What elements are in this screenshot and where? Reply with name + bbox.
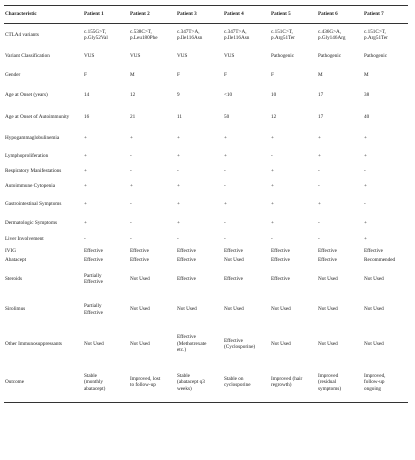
table-cell: + [84, 168, 87, 175]
row-label: Age at Onset (years) [5, 92, 48, 99]
table-cell: F [84, 72, 87, 79]
cell-line: c.151C>T, [271, 28, 293, 35]
table-row [4, 180, 408, 194]
table-cell: Not Used [224, 306, 244, 313]
table-cell [129, 24, 176, 47]
cell-line: (Cyclosporine) [224, 344, 256, 350]
table-cell: + [177, 135, 180, 142]
table-cell: 21 [130, 114, 136, 121]
table-cell: + [224, 200, 227, 207]
cell-line: Improved [318, 372, 339, 379]
table-cell: - [130, 152, 132, 159]
table-cell: VUS [84, 53, 95, 60]
table-cell: Effective [84, 247, 103, 254]
table-cell: Effective [177, 275, 196, 282]
table-cell: 12 [271, 114, 277, 121]
table-cell [129, 363, 176, 403]
table-cell: + [177, 152, 180, 159]
cell-line: c.347T>A, [177, 28, 200, 35]
row-label: Age at Onset of Autoimmunity [5, 114, 70, 121]
table-cell: 11 [177, 114, 182, 121]
cell-line: regrowth) [271, 382, 292, 389]
table-cell: 14 [84, 92, 90, 99]
cell-line: (abatacept q3 [177, 379, 205, 385]
cell-line: p.Arg51Ter [364, 35, 388, 42]
table-cell [363, 24, 408, 47]
cell-line: p.Arg51Ter [271, 35, 295, 42]
table-cell: + [84, 183, 87, 190]
row-label: Respiratory Manifestations [5, 168, 62, 175]
header-characteristic: Characteristic [4, 6, 83, 24]
table-row [4, 256, 408, 265]
table-cell: Pathogenic [364, 53, 388, 60]
cell-line: follow-up [364, 379, 385, 385]
table-cell: Effective [130, 247, 149, 254]
table-cell: - [130, 235, 132, 242]
table-cell: + [318, 135, 321, 142]
row-label: Variant Classification [5, 53, 50, 60]
table-cell: + [84, 200, 87, 207]
table-cell [176, 24, 223, 47]
table-row [4, 247, 408, 256]
table-cell: Not Used [364, 340, 384, 347]
table-cell: Not Used [271, 340, 291, 347]
patient-characteristics-table [4, 5, 408, 403]
row-label: Outcome [4, 363, 83, 403]
table-cell [83, 24, 129, 47]
table-cell [176, 363, 223, 403]
table-cell: + [224, 135, 227, 142]
row-label: Sirolimus [5, 306, 26, 313]
cell-line: etc.) [177, 347, 187, 354]
table-cell: Pathogenic [271, 53, 295, 60]
table-cell: VUS [224, 53, 235, 60]
row-label: IVIG [5, 247, 16, 254]
table-cell: Pathogenic [318, 53, 342, 60]
table-cell: + [177, 200, 180, 207]
cell-line: symptoms) [318, 385, 342, 392]
row-label: Autoimmune Cytopenia [5, 183, 55, 190]
table-cell: - [177, 235, 179, 242]
table-cell: - [130, 200, 132, 207]
table-cell: Not Used [130, 275, 150, 282]
table-cell: VUS [177, 53, 188, 60]
cell-line: to follow-up [130, 382, 156, 389]
table-row [4, 265, 408, 294]
header-patient-6: Patient 6 [317, 6, 363, 24]
header-patient-2: Patient 2 [129, 6, 176, 24]
row-label: Abatacept [5, 256, 27, 263]
cell-line: ongoing [364, 385, 382, 392]
table-cell: - [224, 235, 226, 242]
table-cell: 16 [84, 114, 90, 121]
table-cell: - [177, 168, 179, 175]
table-cell: - [318, 183, 320, 190]
cell-line: Effective [177, 334, 196, 341]
table-cell: Not Used [130, 340, 150, 347]
table-cell: + [84, 135, 87, 142]
table-cell: Effective [271, 247, 290, 254]
cell-line: p.Leu180Phe [130, 35, 158, 42]
table-cell [83, 363, 129, 403]
header-patient-4: Patient 4 [223, 6, 270, 24]
table-cell: <10 [224, 92, 233, 99]
table-cell: 17 [318, 114, 324, 121]
table-row [4, 24, 408, 47]
table-cell: Not Used [130, 306, 150, 313]
cell-line: (Methotrexate [177, 340, 207, 347]
table-cell: - [364, 200, 366, 207]
table-cell: + [364, 152, 367, 159]
table-cell: + [364, 235, 367, 242]
table-cell: + [364, 135, 367, 142]
table-cell: Effective [224, 247, 243, 254]
table-cell: + [177, 183, 180, 190]
cell-line: c.151C>T, [364, 28, 386, 35]
row-label: Gastrointestinal Symptoms [5, 200, 62, 207]
row-label: CTLA4 variants [5, 32, 39, 38]
table-cell: 40 [364, 114, 370, 121]
table-body [4, 24, 408, 403]
table-cell: - [318, 168, 320, 175]
table-cell: + [271, 200, 274, 207]
table-cell [363, 363, 408, 403]
header-patient-1: Patient 1 [83, 6, 129, 24]
cell-line: Effective [84, 279, 103, 285]
header-patient-5: Patient 5 [270, 6, 317, 24]
cell-line: Improved, [364, 372, 386, 379]
cell-line: Partially [84, 303, 102, 309]
row-label: Steroids [5, 275, 23, 282]
cell-line: c.436G>A, [318, 28, 342, 35]
table-cell: 12 [130, 92, 136, 99]
table-cell: - [130, 168, 132, 175]
cell-line: Stable [84, 372, 97, 379]
table-row [4, 294, 408, 326]
table-cell: + [177, 219, 180, 226]
table-cell: Not Used [224, 256, 244, 263]
table-cell: Effective [130, 256, 149, 263]
table-cell [270, 24, 317, 47]
table-cell: 10 [271, 92, 277, 99]
cell-line: c.538C>T, [130, 28, 152, 35]
table-cell: Effective [177, 247, 196, 254]
cell-line: p.Gly52Val [84, 35, 108, 42]
table-row [4, 47, 408, 67]
cell-line: p.Ile116Asn [224, 35, 250, 42]
cell-line: (residual [318, 379, 337, 385]
cell-line: Effective [84, 309, 103, 316]
table-row [4, 232, 408, 247]
table-cell: 17 [318, 92, 324, 99]
table-row [4, 164, 408, 180]
header-patient-7: Patient 7 [363, 6, 408, 24]
table-cell: Not Used [364, 306, 384, 313]
table-row [4, 85, 408, 107]
table-cell: Effective [271, 256, 290, 263]
table-cell: 50 [224, 114, 230, 121]
row-label: Liver Involvement [5, 235, 44, 242]
table-cell: 38 [364, 92, 370, 99]
cell-line: Stable on [224, 375, 244, 382]
table-cell: Effective [84, 256, 103, 263]
table-cell: + [224, 152, 227, 159]
table-cell: VUS [130, 53, 141, 60]
row-label: Dermatologic Symptoms [5, 219, 58, 226]
table-cell: + [271, 219, 274, 226]
table-cell: Recommended [364, 256, 396, 263]
row-label: Gender [5, 72, 21, 79]
header-row [4, 6, 408, 24]
table-cell [270, 363, 317, 403]
table-cell: Not Used [364, 275, 384, 282]
table-cell: Effective [364, 247, 383, 254]
table-cell: + [271, 135, 274, 142]
cell-line: abatacept) [84, 385, 106, 392]
table-cell: + [364, 183, 367, 190]
table-cell: - [130, 219, 132, 226]
table-cell: + [130, 135, 133, 142]
table-cell: + [364, 219, 367, 226]
table-cell [223, 363, 270, 403]
table-cell: F [224, 72, 227, 79]
table-cell: Effective [271, 275, 290, 282]
table-cell [83, 265, 129, 294]
table-cell [317, 24, 363, 47]
table-cell: - [271, 235, 273, 242]
table-cell: - [318, 235, 320, 242]
table-cell: + [84, 152, 87, 159]
table-cell: Not Used [318, 340, 338, 347]
table-cell: M [318, 72, 323, 79]
table-cell [223, 24, 270, 47]
cell-line: Partially [84, 272, 102, 279]
table-cell: M [130, 72, 135, 79]
table-cell [317, 363, 363, 403]
table-row [4, 194, 408, 215]
table-cell: - [271, 152, 273, 159]
cell-line: Stable [177, 372, 190, 379]
table-cell: Effective [318, 247, 337, 254]
table-cell: - [84, 235, 86, 242]
table-cell: Not Used [318, 275, 338, 282]
table-cell: + [318, 200, 321, 207]
cell-line: p.Ile116Asn [177, 35, 203, 42]
row-label: Other Immunosuppressants [5, 340, 62, 347]
table-cell: - [224, 219, 226, 226]
table-row [4, 326, 408, 363]
cell-line: Improved (hair [271, 375, 303, 382]
header-patient-3: Patient 3 [176, 6, 223, 24]
table-cell: Effective [224, 275, 243, 282]
table-cell: F [177, 72, 180, 79]
table-cell: - [224, 183, 226, 190]
table-row [4, 67, 408, 85]
cell-line: Effective [224, 337, 243, 344]
cell-line: p.Gly146Arg [318, 35, 346, 42]
table-cell: Not Used [177, 306, 197, 313]
table-cell: - [224, 168, 226, 175]
table-cell: M [364, 72, 369, 79]
cell-line: c.155G>T, [84, 28, 107, 35]
table-row [4, 215, 408, 232]
row-label: Lymphoproliferation [5, 152, 49, 159]
cell-line: cyclosporine [224, 382, 251, 389]
table-cell: Not Used [84, 340, 104, 347]
table-cell [223, 326, 270, 363]
table-cell: F [271, 72, 274, 79]
table-row [4, 363, 408, 403]
table-cell: + [318, 152, 321, 159]
table-cell: 9 [177, 92, 180, 99]
table-row [4, 129, 408, 149]
table-cell: + [271, 183, 274, 190]
table-cell: Not Used [271, 306, 291, 313]
cell-line: c.347T>A, [224, 28, 247, 35]
table-cell: + [84, 219, 87, 226]
table-row [4, 149, 408, 164]
table-cell: - [364, 168, 366, 175]
table-cell: Effective [177, 256, 196, 263]
table-cell: + [271, 168, 274, 175]
table-cell [176, 326, 223, 363]
table-cell: Effective [318, 256, 337, 263]
cell-line: weeks) [177, 385, 192, 392]
table-cell [83, 294, 129, 326]
cell-line: (monthly [84, 379, 104, 385]
table-cell: - [318, 219, 320, 226]
row-label: Hypogammaglobulinemia [5, 135, 60, 142]
table-cell: + [130, 183, 133, 190]
table-row [4, 107, 408, 129]
table-cell: Not Used [318, 306, 338, 313]
cell-line: Improved, lost [130, 375, 161, 382]
